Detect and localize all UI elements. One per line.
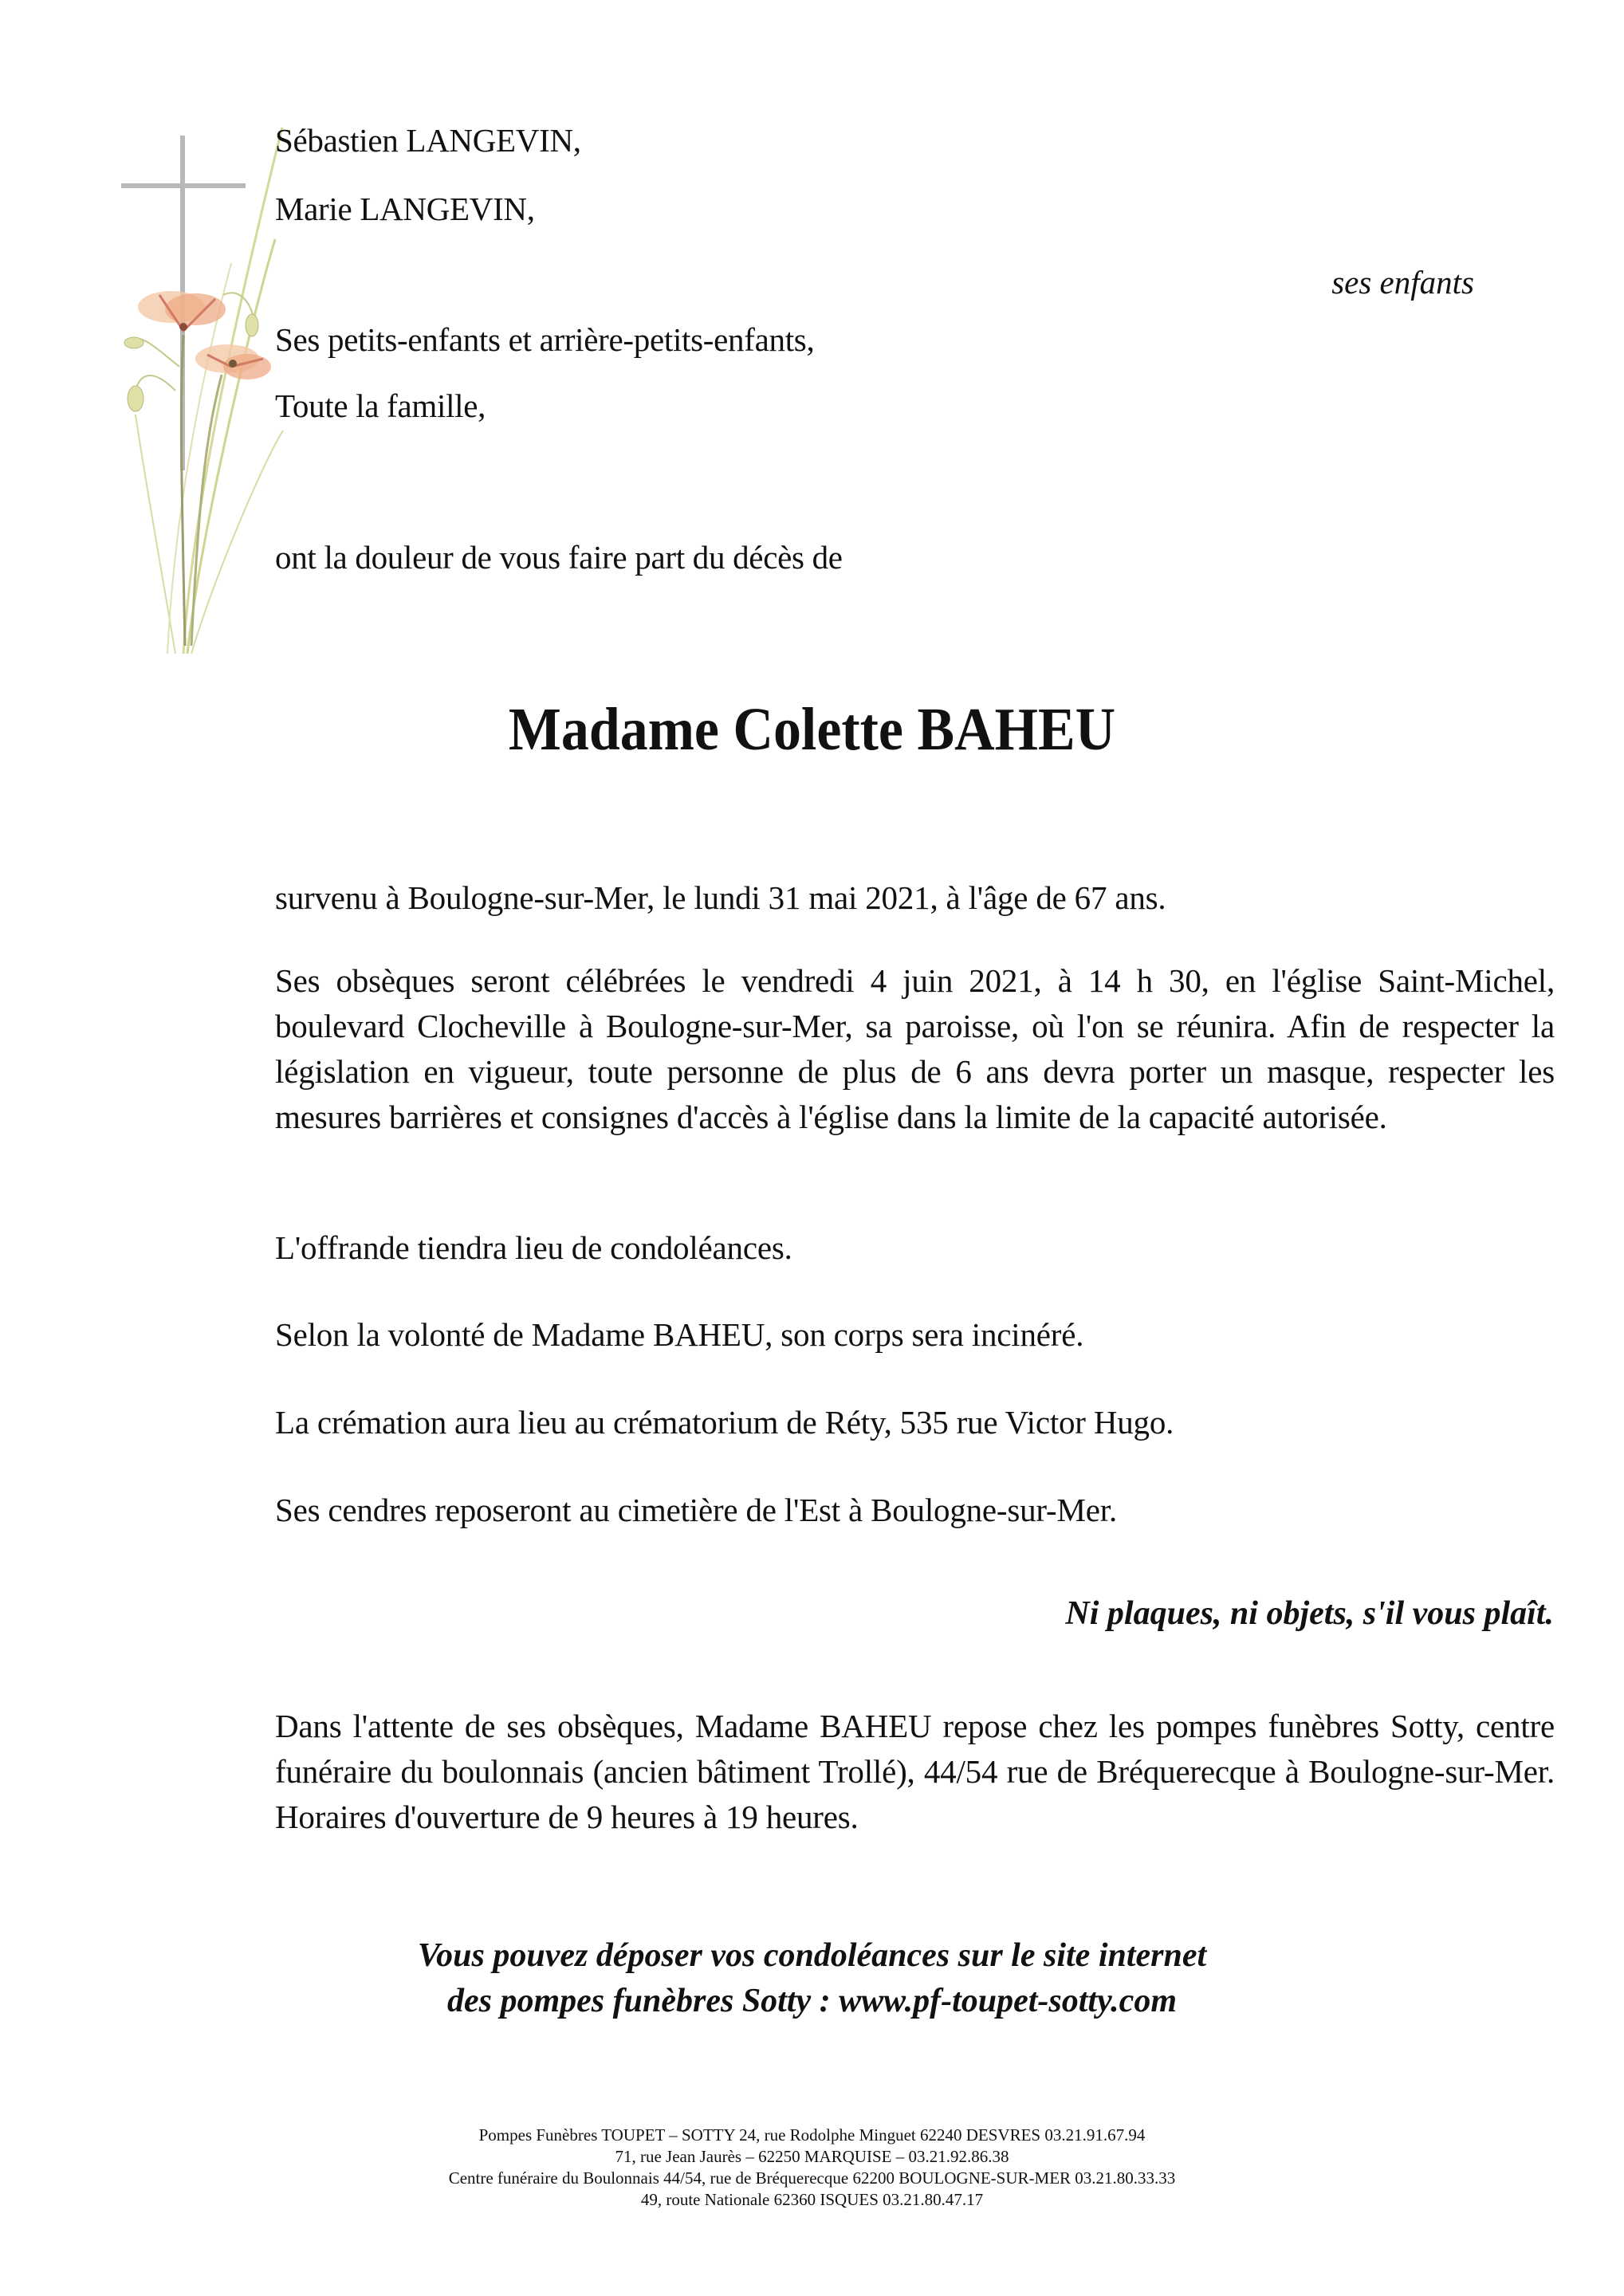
bud-stem: [136, 375, 175, 391]
family-role-label: ses enfants: [1331, 264, 1474, 301]
cross-with-poppies-icon: [112, 128, 287, 670]
family-member-name: Marie LANGEVIN,: [275, 191, 535, 227]
wish-paragraph: Selon la volonté de Madame BAHEU, son corps sera incinéré.: [275, 1316, 1084, 1353]
poppy-bud: [246, 314, 258, 336]
funeral-paragraph: Ses obsèques seront célébrées le vendredi 4 juin 2021, à 14 h 30, en l'église Saint-Michel, boulevard Clocheville à Boulogne-sur-Mer, sa paroisse, où l'on se réunira. Afin de respecter la législation en vigueur, toute personne de plus de 6 ans devra porter un masque, respecter les mesures barrières et consignes d'accès à l'église dans la limite de la capacité autorisée.: [275, 962, 1555, 1135]
family-member-name: Sébastien LANGEVIN,: [275, 122, 581, 159]
footer-address-line: Centre funéraire du Boulonnais 44/54, rue de Bréquerecque 62200 BOULOGNE-SUR-MER 03.21.80.33.33: [448, 2168, 1176, 2188]
deceased-name-heading: Madame Colette BAHEU: [508, 696, 1116, 763]
cross-horizontal: [121, 183, 246, 188]
announcement-line: ont la douleur de vous faire part du décès de: [275, 539, 843, 576]
cremation-paragraph: La crémation aura lieu au crématorium de Réty, 535 rue Victor Hugo.: [275, 1404, 1174, 1441]
death-paragraph: survenu à Boulogne-sur-Mer, le lundi 31 mai 2021, à l'âge de 67 ans.: [275, 879, 1166, 916]
no-flowers-notice: Ni plaques, ni objets, s'il vous plaît.: [1065, 1595, 1554, 1632]
footer-address-line: 49, route Nationale 62360 ISQUES 03.21.80.47.17: [640, 2190, 984, 2209]
ashes-paragraph: Ses cendres reposeront au cimetière de l'Est à Boulogne-sur-Mer.: [275, 1492, 1118, 1528]
resting-place-paragraph: Dans l'attente de ses obsèques, Madame BAHEU repose chez les pompes funèbres Sotty, centre funéraire du boulonnais (ancien bâtiment Trollé), 44/54 rue de Bréquerecque à Boulogne-sur-Mer. Horaires d'ouverture de 9 heures à 19 heures.: [275, 1708, 1555, 1835]
poppy-flower: [138, 291, 226, 331]
extended-family-line: Toute la famille,: [275, 387, 486, 424]
poppy-bud: [128, 386, 144, 411]
website-note-line: Vous pouvez déposer vos condoléances sur le site internet: [417, 1937, 1207, 1974]
extended-family-line: Ses petits-enfants et arrière-petits-enfants,: [275, 321, 815, 358]
footer-address-line: 71, rue Jean Jaurès – 62250 MARQUISE – 03.21.92.86.38: [615, 2147, 1009, 2166]
funeral-home-footer: [0, 2125, 1624, 2211]
poppy-flower: [195, 344, 271, 379]
website-note-line: des pompes funèbres Sotty : www.pf-toupet-sotty.com: [447, 1983, 1177, 2019]
offering-paragraph: L'offrande tiendra lieu de condoléances.: [275, 1229, 792, 1266]
condolences-website-note: [0, 1933, 1624, 2024]
footer-address-line: Pompes Funèbres TOUPET – SOTTY 24, rue Rodolphe Minguet 62240 DESVRES 03.21.91.67.94: [478, 2125, 1146, 2145]
poppy-bud: [124, 337, 144, 348]
